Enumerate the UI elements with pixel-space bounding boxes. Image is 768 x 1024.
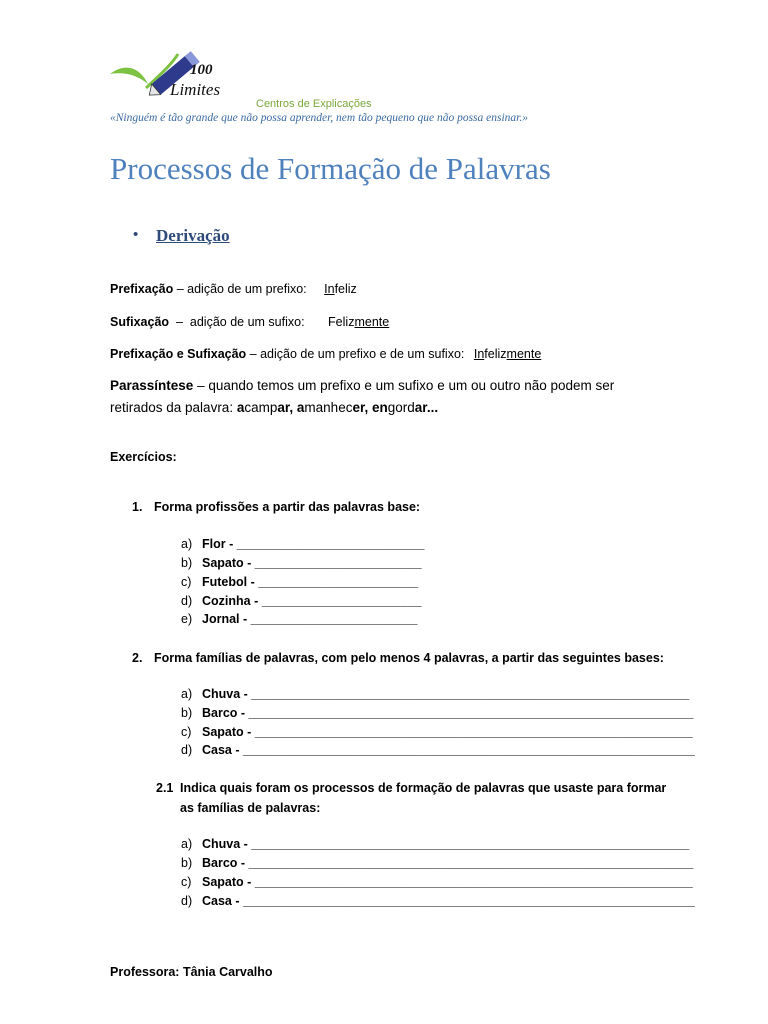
question-2: [132, 651, 664, 665]
item-text: Jornal - ________________________: [202, 612, 418, 626]
example-suffix: mente: [354, 315, 390, 329]
item-text: Sapato - ________________________: [202, 556, 422, 570]
item-text: Cozinha - _______________________: [202, 594, 422, 608]
description: – adição de um prefixo e de um sufixo:: [246, 347, 465, 361]
definition-sufixacao: [110, 315, 389, 329]
item-letter: b): [181, 706, 193, 720]
description: retirados da palavra:: [110, 400, 237, 415]
example-affix: en: [372, 400, 388, 415]
example-base: gord: [387, 400, 415, 415]
example-base: Feliz: [328, 315, 355, 329]
item-letter: d): [181, 743, 193, 757]
answer-line[interactable]: [181, 537, 424, 551]
logo-text-limites: Limites: [170, 80, 221, 99]
example-prefix: In: [473, 347, 485, 361]
item-text: Barco - ________________________________________________________________: [202, 856, 694, 870]
footer-teacher: Professora: Tânia Carvalho: [110, 965, 273, 979]
description: – quando temos um prefixo e um sufixo e um ou outro não podem ser: [193, 378, 615, 393]
answer-line[interactable]: [181, 743, 695, 757]
exercises-label: Exercícios:: [110, 450, 177, 464]
page-title: Processos de Formação de Palavras: [110, 151, 551, 186]
example-affix: ar: [414, 400, 427, 415]
answer-line[interactable]: [181, 706, 693, 720]
item-text: Casa - _________________________________________________________________: [202, 894, 695, 908]
item-text: Sapato - _______________________________________________________________: [202, 725, 693, 739]
item-letter: a): [181, 687, 193, 701]
question-number: 1.: [132, 500, 143, 514]
item-letter: b): [181, 856, 193, 870]
description: – adição de um sufixo:: [169, 315, 305, 329]
centre-name: Centros de Explicações: [256, 98, 372, 110]
definition-parassintese: [110, 378, 614, 393]
question-1: [132, 500, 420, 514]
answer-line[interactable]: [181, 856, 693, 870]
item-letter: e): [181, 612, 193, 626]
definition-parassintese-line2: [110, 400, 438, 415]
item-text: Sapato - _______________________________________________________________: [202, 875, 693, 889]
question-2-1: [156, 781, 666, 795]
example-base: camp: [244, 400, 278, 415]
example-affix: er: [352, 400, 365, 415]
ellipsis: ...: [426, 400, 439, 415]
question-number: 2.1: [156, 781, 174, 795]
question-text: Forma famílias de palavras, com pelo menos 4 palavras, a partir das seguintes bases:: [154, 651, 664, 665]
item-letter: c): [181, 575, 192, 589]
example-base: manhec: [304, 400, 353, 415]
item-letter: c): [181, 725, 192, 739]
description: – adição de um prefixo:: [173, 282, 307, 296]
item-letter: a): [181, 837, 193, 851]
separator: ,: [289, 400, 297, 415]
question-2-1-line2: as famílias de palavras:: [180, 801, 321, 815]
section-heading: Derivação: [156, 226, 230, 245]
question-text: Forma profissões a partir das palavras base:: [154, 500, 421, 514]
logo-text-100: 100: [190, 62, 213, 78]
answer-line[interactable]: [181, 575, 418, 589]
answer-line[interactable]: [181, 875, 693, 889]
item-text: Flor - ___________________________: [202, 537, 425, 551]
term: Sufixação: [110, 315, 170, 329]
definition-prefixacao-sufixacao: [110, 347, 541, 361]
answer-line[interactable]: [181, 594, 422, 608]
item-letter: d): [181, 594, 193, 608]
answer-line[interactable]: [181, 556, 422, 570]
answer-line[interactable]: [181, 894, 695, 908]
separator: ,: [364, 400, 372, 415]
item-text: Futebol - _______________________: [202, 575, 419, 589]
question-number: 2.: [132, 651, 143, 665]
example-suffix: mente: [506, 347, 542, 361]
item-text: Casa - _________________________________________________________________: [202, 743, 695, 757]
item-letter: b): [181, 556, 193, 570]
term: Parassíntese: [110, 378, 194, 393]
answer-line[interactable]: [181, 725, 693, 739]
term: Prefixação: [110, 282, 174, 296]
motto: «Ninguém é tão grande que não possa aprender, nem tão pequeno que não possa ensinar.»: [110, 112, 529, 124]
term: Prefixação e Sufixação: [110, 347, 247, 361]
item-text: Chuva - _______________________________________________________________: [202, 687, 690, 701]
item-letter: a): [181, 537, 193, 551]
example-affix: ar: [277, 400, 290, 415]
bullet-icon: •: [133, 226, 139, 243]
example-prefix: In: [324, 282, 335, 296]
example-affix: a: [236, 400, 245, 415]
example-affix: a: [296, 400, 305, 415]
item-text: Chuva - _______________________________________________________________: [202, 837, 690, 851]
example-base: feliz: [484, 347, 507, 361]
definition-prefixacao: [110, 282, 357, 296]
item-letter: c): [181, 875, 192, 889]
answer-line[interactable]: [181, 687, 689, 701]
item-text: Barco - ________________________________________________________________: [202, 706, 694, 720]
answer-line[interactable]: [181, 837, 689, 851]
answer-line[interactable]: [181, 612, 417, 626]
example-base: feliz: [334, 282, 357, 296]
question-text: Indica quais foram os processos de formação de palavras que usaste para formar: [180, 781, 667, 795]
item-letter: d): [181, 894, 193, 908]
